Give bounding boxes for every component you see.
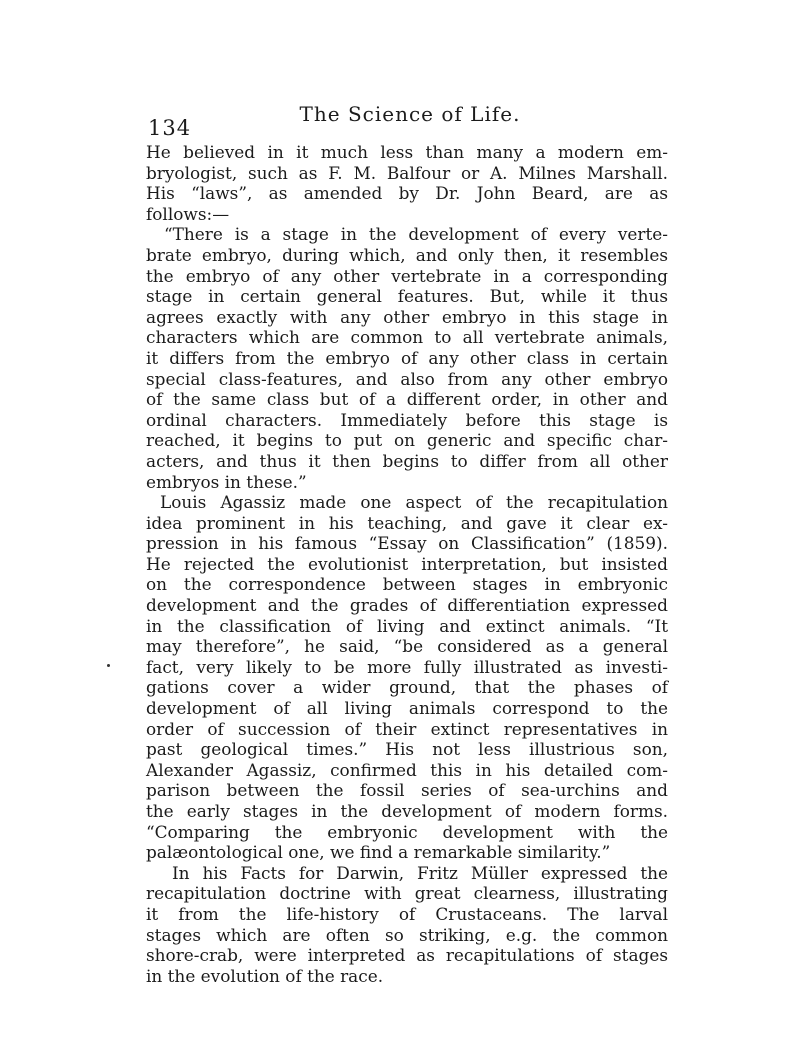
text-line: embryos in these.” [146,471,307,492]
text-line: of the same class but of a different order, in other and [146,389,668,410]
text-line: stage in certain general features. But, while it thus [146,286,668,307]
text-line: parison between the fossil series of sea-urchins and [146,780,668,801]
text-line: “There is a stage in the development of every verte- [164,224,668,245]
text-line: ordinal characters. Immediately before this stage is [146,409,668,430]
text-line: shore-crab, were interpreted as recapitulations of stages [146,945,668,966]
text-line: it differs from the embryo of any other class in certain [146,347,668,368]
text-line: fact, very likely to be more fully illustrated as investi- [146,656,668,677]
text-line: development and the grades of differentiation expressed [146,595,668,616]
text-line: palæontological one, we find a remarkable similarity.” [146,842,611,863]
text-line: on the correspondence between stages in embryonic [146,574,668,595]
text-line: “Comparing the embryonic development with the [146,821,668,842]
text-line: in the evolution of the race. [146,965,384,986]
text-line: order of succession of their extinct representatives in [146,718,668,739]
stray-ink-mark [107,664,110,667]
text-line: reached, it begins to put on generic and specific char- [146,430,668,451]
text-line: stages which are often so striking, e.g. the common [146,924,668,945]
text-line: gations cover a wider ground, that the phases of [146,677,668,698]
body-text [146,142,668,986]
text-line: acters, and thus it then begins to differ from all other [146,450,668,471]
text-line: the early stages in the development of modern forms. [146,801,668,821]
text-line: He believed in it much less than many a modern em- [146,142,668,162]
text-line: the embryo of any other vertebrate in a corresponding [146,265,668,286]
text-line: characters which are common to all vertebrate animals, [146,327,668,348]
page-number: 134 [148,116,192,140]
running-head: The Science of Life. [299,102,521,126]
text-line: He rejected the evolutionist interpretation, but insisted [146,553,668,574]
text-line: recapitulation doctrine with great clearness, illustrating [146,883,668,904]
text-line: may therefore”, he said, “be considered as a general [146,636,668,657]
text-line: follows:— [146,203,230,224]
text-line: it from the life-history of Crustaceans. The larval [146,903,668,924]
text-line: in the classification of living and extinct animals. “It [146,615,668,636]
text-line: Louis Agassiz made one aspect of the recapitulation [160,492,668,513]
text-line: agrees exactly with any other embryo in this stage in [146,306,668,327]
text-line: Alexander Agassiz, confirmed this in his detailed com- [146,759,668,780]
text-line: idea prominent in his teaching, and gave it clear ex- [146,512,668,533]
text-line: past geological times.” His not less illustrious son, [146,739,668,760]
text-line: His “laws”, as amended by Dr. John Beard, are as [146,183,668,204]
text-line: special class-features, and also from any other embryo [146,368,668,389]
text-line: pression in his famous “Essay on Classification” (1859). [146,533,668,554]
text-line: bryologist, such as F. M. Balfour or A. Milnes Marshall. [146,162,668,183]
text-line: development of all living animals correspond to the [146,698,668,719]
text-line: In his Facts for Darwin, Fritz Müller expressed the [172,862,668,883]
text-line: brate embryo, during which, and only then, it resembles [146,244,668,265]
